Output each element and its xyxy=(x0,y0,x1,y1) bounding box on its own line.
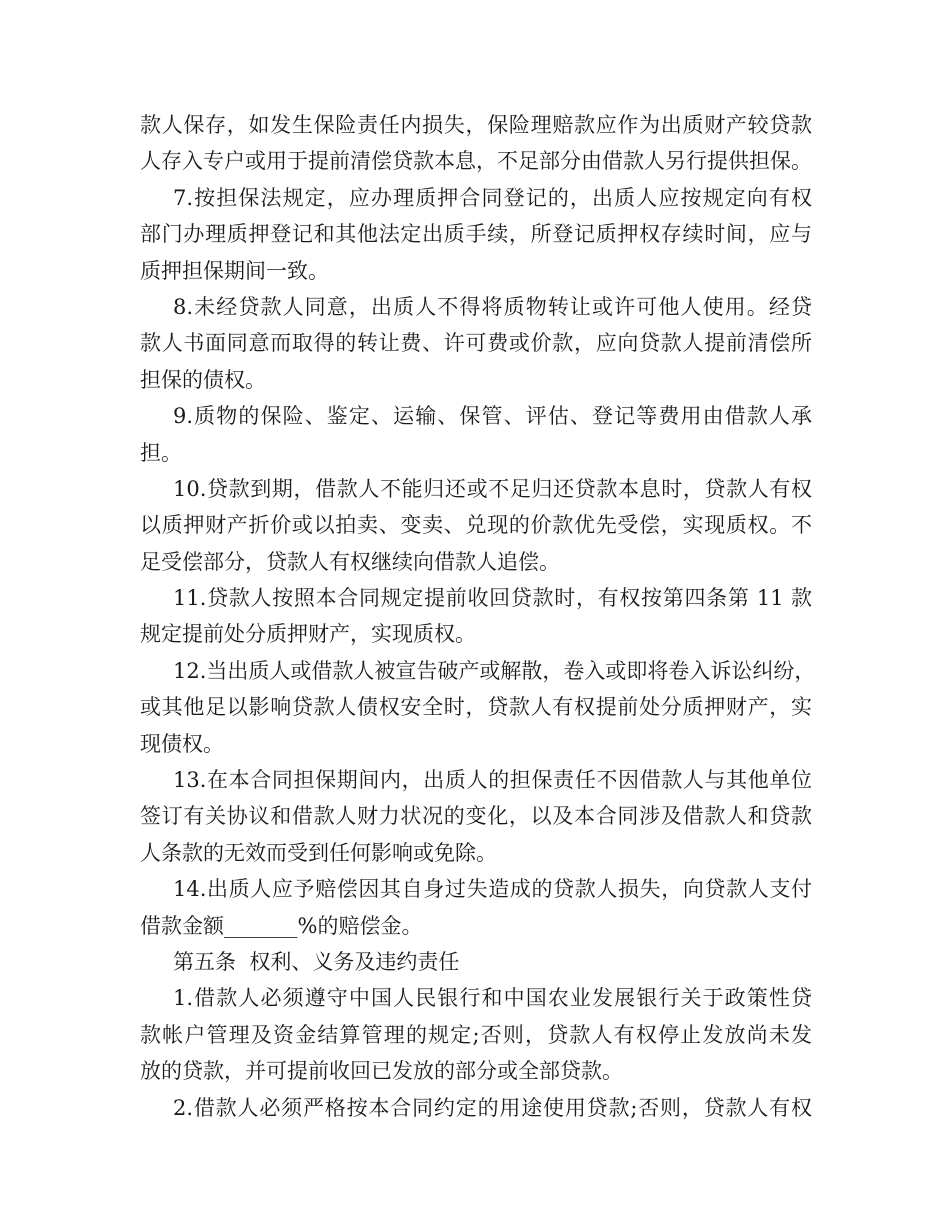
text-line: 担。 xyxy=(140,440,182,465)
article5-clause-1-line: 1.借款人必须遵守中国人民银行和中国农业发展银行关于政策性贷 xyxy=(173,986,812,1011)
section-heading: 第五条 权利、义务及违约责任 xyxy=(173,949,460,974)
text-line: 款人书面同意而取得的转让费、许可费或价款，应向贷款人提前清偿所 xyxy=(140,331,812,356)
text-line: 借款金额_______%的赔偿金。 xyxy=(140,913,423,938)
text-line: 人存入专户或用于提前清偿贷款本息，不足部分由借款人另行提供担保。 xyxy=(140,149,812,174)
document-body xyxy=(140,107,816,1126)
clause-9-line: 9.质物的保险、鉴定、运输、保管、评估、登记等费用由借款人承 xyxy=(173,404,812,429)
clause-13-line: 13.在本合同担保期间内，出质人的担保责任不因借款人与其他单位 xyxy=(173,768,812,793)
text-line: 部门办理质押登记和其他法定出质手续，所登记质押权存续时间，应与 xyxy=(140,222,812,247)
article5-clause-2-line: 2.借款人必须严格按本合同约定的用途使用贷款;否则，贷款人有权 xyxy=(173,1095,812,1120)
clause-8-line: 8.未经贷款人同意，出质人不得将质物转让或许可他人使用。经贷 xyxy=(173,294,812,319)
text-line: 担保的债权。 xyxy=(140,367,266,392)
text-line: 放的贷款，并可提前收回已发放的部分或全部贷款。 xyxy=(140,1059,623,1084)
text-line: 以质押财产折价或以拍卖、变卖、兑现的价款优先受偿，实现质权。不 xyxy=(140,513,812,538)
clause-7-line: 7.按担保法规定，应办理质押合同登记的，出质人应按规定向有权 xyxy=(173,185,812,210)
text-line: 签订有关协议和借款人财力状况的变化，以及本合同涉及借款人和贷款 xyxy=(140,804,812,829)
text-line: 足受偿部分，贷款人有权继续向借款人追偿。 xyxy=(140,549,560,574)
text-line: 或其他足以影响贷款人债权安全时，贷款人有权提前处分质押财产，实 xyxy=(140,695,812,720)
clause-14-line: 14.出质人应予赔偿因其自身过失造成的贷款人损失，向贷款人支付 xyxy=(173,877,812,902)
text-line: 质押担保期间一致。 xyxy=(140,258,329,283)
clause-10-line: 10.贷款到期，借款人不能归还或不足归还贷款本息时，贷款人有权 xyxy=(173,476,812,501)
text-line: 款人保存，如发生保险责任内损失，保险理赔款应作为出质财产较贷款 xyxy=(140,113,812,137)
text-line: 规定提前处分质押财产，实现质权。 xyxy=(140,622,476,647)
text-line: 款帐户管理及资金结算管理的规定;否则，贷款人有权停止发放尚未发 xyxy=(140,1022,812,1047)
text-line: 人条款的无效而受到任何影响或免除。 xyxy=(140,840,497,865)
text-line: 现债权。 xyxy=(140,731,224,756)
clause-11-line: 11.贷款人按照本合同规定提前收回贷款时，有权按第四条第 11 款 xyxy=(173,586,812,611)
clause-12-line: 12.当出质人或借款人被宣告破产或解散，卷入或即将卷入诉讼纠纷， xyxy=(173,658,816,683)
